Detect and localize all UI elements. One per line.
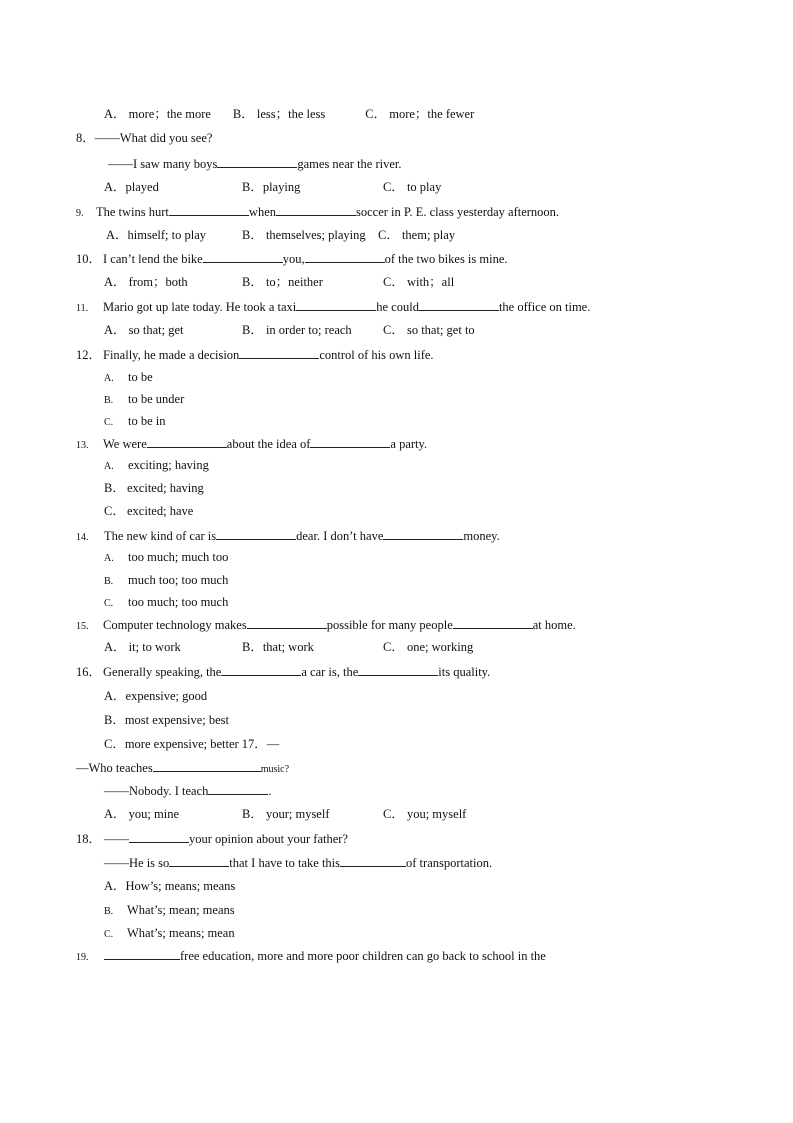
answer-blank[interactable] bbox=[383, 527, 463, 540]
q13-text-3: a party. bbox=[390, 437, 428, 451]
q8-option-b: B．playing bbox=[242, 180, 301, 194]
q13-text-2: about the idea of bbox=[226, 437, 311, 451]
q18-answer-post: of transportation. bbox=[406, 856, 493, 870]
q9-options bbox=[106, 227, 455, 243]
q11-text-2: he could bbox=[376, 300, 419, 314]
q11-text-1: Mario got up late today. He took a taxi bbox=[103, 300, 297, 314]
q10-option-b: B． to；neither bbox=[242, 275, 323, 289]
q11-option-c: C． so that; get to bbox=[383, 323, 475, 337]
q13-option-b bbox=[104, 480, 204, 496]
q12-option-c bbox=[104, 413, 166, 431]
q14-option-b bbox=[104, 572, 228, 590]
q16-text-1: Generally speaking, the bbox=[103, 665, 222, 679]
q7-option-a: A． more；the more bbox=[104, 107, 211, 121]
q10-option-a: A． from；both bbox=[104, 275, 188, 289]
option-letter: B． bbox=[104, 481, 125, 495]
q13-option-a bbox=[104, 457, 209, 475]
answer-blank[interactable] bbox=[203, 250, 283, 263]
answer-blank[interactable] bbox=[276, 203, 356, 216]
q19-text-1: free education, more and more poor children can go back to school in the bbox=[180, 949, 546, 963]
q16-text-2: a car is, the bbox=[301, 665, 359, 679]
answer-blank[interactable] bbox=[104, 947, 180, 960]
q18-answer-mid: that I have to take this bbox=[229, 856, 341, 870]
q8-option-c: C． to play bbox=[383, 180, 442, 194]
q15-stem bbox=[76, 616, 576, 635]
answer-blank[interactable] bbox=[147, 435, 227, 448]
answer-blank[interactable] bbox=[129, 830, 189, 843]
q9-stem bbox=[76, 203, 559, 222]
q8-text: ——What did you see? bbox=[94, 131, 213, 145]
option-text: too much; too much bbox=[128, 595, 229, 609]
q13-number: 13. bbox=[76, 440, 89, 451]
q18-answer bbox=[104, 854, 492, 871]
q15-option-a: A． it; to work bbox=[104, 640, 181, 654]
q17-option-b: B． your; myself bbox=[242, 807, 330, 821]
q11-text-3: the office on time. bbox=[498, 300, 591, 314]
q14-stem bbox=[76, 527, 500, 546]
q18-option-a bbox=[104, 878, 235, 894]
q11-stem bbox=[76, 298, 590, 317]
q17-answer-post: . bbox=[268, 784, 272, 798]
q19-number: 19. bbox=[76, 952, 89, 963]
q7-option-c: C． more；the fewer bbox=[365, 107, 475, 121]
q15-text-1: Computer technology makes bbox=[103, 618, 247, 632]
q14-option-a bbox=[104, 549, 228, 567]
option-letter: A. bbox=[104, 461, 114, 472]
q10-stem bbox=[76, 250, 508, 267]
option-text: much too; too much bbox=[128, 573, 229, 587]
q12-option-b bbox=[104, 391, 184, 409]
q8-options bbox=[104, 179, 441, 195]
q11-options bbox=[104, 322, 475, 338]
q11-number: 11. bbox=[76, 303, 89, 314]
option-text: A．expensive; good bbox=[104, 689, 208, 703]
option-letter: B. bbox=[104, 906, 114, 917]
q17-answer bbox=[104, 782, 272, 799]
q11-option-b: B． in order to; reach bbox=[242, 323, 352, 337]
q8-answer bbox=[108, 155, 402, 172]
q9-text-2: when bbox=[248, 205, 276, 219]
q9-text-3: soccer in P. E. class yesterday afternoon. bbox=[356, 205, 560, 219]
q17-text-1: —Who teaches bbox=[76, 761, 153, 775]
q12-number: 12． bbox=[76, 348, 102, 362]
q14-text-3: money. bbox=[463, 529, 500, 543]
q15-text-2: possible for many people bbox=[326, 618, 453, 632]
q7-option-b: B． less；the less bbox=[232, 107, 326, 121]
q10-option-c: C． with；all bbox=[383, 275, 455, 289]
option-text: exciting; having bbox=[128, 458, 209, 472]
option-text: A．How’s; means; means bbox=[104, 879, 236, 893]
q10-text-1: I can’t lend the bike bbox=[103, 252, 203, 266]
q15-text-3: at home. bbox=[532, 618, 576, 632]
q17-options bbox=[104, 806, 466, 822]
option-letter: B. bbox=[104, 395, 114, 406]
option-text: What’s; means; mean bbox=[127, 926, 235, 940]
answer-blank[interactable] bbox=[217, 155, 297, 168]
q18-option-c bbox=[104, 925, 235, 943]
q16-option-a bbox=[104, 688, 207, 704]
answer-blank[interactable] bbox=[453, 616, 533, 629]
q12-option-a bbox=[104, 369, 153, 387]
q13-option-c bbox=[104, 503, 193, 519]
q15-number: 15. bbox=[76, 621, 89, 632]
option-letter: C. bbox=[104, 929, 114, 940]
answer-blank[interactable] bbox=[305, 250, 385, 263]
option-letter: A. bbox=[104, 553, 114, 564]
answer-blank[interactable] bbox=[169, 854, 229, 867]
option-text: too much; much too bbox=[128, 550, 229, 564]
q8-answer-pre: ——I saw many boys bbox=[108, 157, 218, 171]
option-letter: C. bbox=[104, 417, 114, 428]
q12-stem bbox=[76, 346, 434, 363]
q9-number: 9. bbox=[76, 208, 84, 219]
q18-answer-pre: ——He is so bbox=[104, 856, 170, 870]
q12-text-2: control of his own life. bbox=[319, 348, 434, 362]
option-text: to be under bbox=[128, 392, 185, 406]
q9-text-1: The twins hurt bbox=[96, 205, 169, 219]
q8-number: 8． bbox=[76, 131, 95, 145]
option-text: excited; have bbox=[127, 504, 194, 518]
option-letter: C． bbox=[104, 504, 125, 518]
option-text: B．most expensive; best bbox=[104, 713, 229, 727]
answer-blank[interactable] bbox=[419, 298, 499, 311]
q9-option-c: C． them; play bbox=[378, 228, 456, 242]
answer-blank[interactable] bbox=[169, 203, 249, 216]
q11-option-a: A． so that; get bbox=[104, 323, 184, 337]
q13-text-1: We were bbox=[103, 437, 147, 451]
answer-blank[interactable] bbox=[310, 435, 390, 448]
q15-option-b: B．that; work bbox=[242, 640, 314, 654]
q14-number: 14. bbox=[76, 532, 89, 543]
q10-number: 10． bbox=[76, 252, 102, 266]
q18-option-b bbox=[104, 902, 235, 920]
q16-text-3: its quality. bbox=[438, 665, 491, 679]
answer-blank[interactable] bbox=[239, 346, 319, 359]
q18-text-2: your opinion about your father? bbox=[189, 832, 348, 846]
q17-text-2: music? bbox=[260, 764, 290, 775]
q16-number: 16． bbox=[76, 665, 102, 679]
q10-text-3: of the two bikes is mine. bbox=[384, 252, 508, 266]
option-letter: C. bbox=[104, 598, 114, 609]
q18-stem bbox=[76, 830, 348, 847]
answer-blank[interactable] bbox=[358, 663, 438, 676]
answer-blank[interactable] bbox=[221, 663, 301, 676]
answer-blank[interactable] bbox=[216, 527, 296, 540]
option-text: What’s; mean; means bbox=[127, 903, 235, 917]
q15-options bbox=[104, 639, 473, 655]
q15-option-c: C． one; working bbox=[383, 640, 474, 654]
q14-text-1: The new kind of car is bbox=[104, 529, 217, 543]
q18-number: 18． bbox=[76, 832, 102, 846]
q7-options bbox=[104, 106, 474, 122]
q8-option-a: A．played bbox=[104, 180, 159, 194]
q17-answer-pre: ——Nobody. I teach bbox=[104, 784, 209, 798]
option-text: C．more expensive; better 17．— bbox=[104, 737, 280, 751]
q17-stem bbox=[76, 759, 289, 778]
q17-option-c: C． you; myself bbox=[383, 807, 467, 821]
q14-option-c bbox=[104, 594, 228, 612]
option-text: to be in bbox=[128, 414, 166, 428]
q17-option-a: A． you; mine bbox=[104, 807, 179, 821]
option-letter: B. bbox=[104, 576, 114, 587]
q10-text-2: you, bbox=[282, 252, 305, 266]
q9-option-a: A．himself; to play bbox=[106, 228, 206, 242]
q19-stem bbox=[76, 947, 546, 966]
answer-blank[interactable] bbox=[296, 298, 376, 311]
q14-text-2: dear. I don’t have bbox=[296, 529, 384, 543]
q13-stem bbox=[76, 435, 427, 454]
q16-option-b bbox=[104, 712, 229, 728]
option-letter: A. bbox=[104, 373, 114, 384]
q10-options bbox=[104, 274, 454, 290]
q8-answer-post: games near the river. bbox=[297, 157, 402, 171]
q16-stem bbox=[76, 663, 490, 680]
q16-option-c bbox=[104, 736, 279, 752]
answer-blank[interactable] bbox=[340, 854, 406, 867]
option-text: excited; having bbox=[127, 481, 204, 495]
answer-blank[interactable] bbox=[153, 759, 261, 772]
option-text: to be bbox=[128, 370, 153, 384]
q9-option-b: B． themselves; playing bbox=[242, 228, 366, 242]
q8-stem bbox=[76, 130, 212, 146]
answer-blank[interactable] bbox=[208, 782, 268, 795]
q18-text-1: —— bbox=[104, 832, 129, 846]
q12-text-1: Finally, he made a decision bbox=[103, 348, 240, 362]
answer-blank[interactable] bbox=[247, 616, 327, 629]
